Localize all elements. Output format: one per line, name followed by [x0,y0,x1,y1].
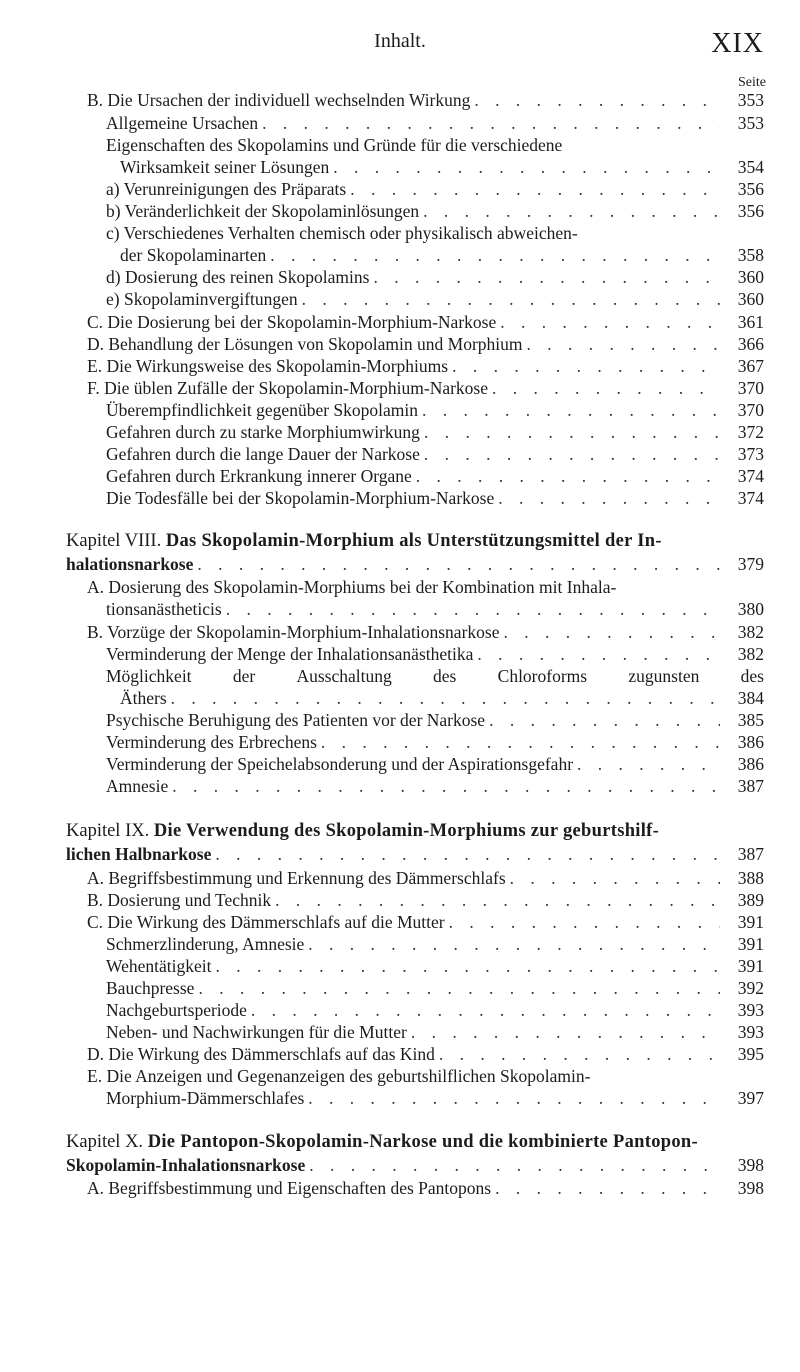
toc-entry-text: C. Die Dosierung bei der Skopolamin-Morphium-Narkose [87,312,497,332]
toc-entry-text: tionsanästheticis [106,599,222,619]
toc-entry [87,89,764,111]
toc-entry-page: 366 [737,334,764,354]
leader-dots [500,311,720,333]
toc-entry-text: D. Behandlung der Lösungen von Skopolamin und Morphium [87,334,523,354]
leader-dots [321,731,720,753]
toc-entry-text: a) Verunreinigungen des Präparats [106,179,347,199]
toc-entry-page: 358 [737,245,764,265]
toc-entry-page: 395 [737,1044,764,1064]
leader-dots [275,889,720,911]
leader-dots [270,244,720,266]
leader-dots [422,399,720,421]
toc-entry-page: 374 [737,466,764,486]
toc-entry-text: Nachgeburtsperiode [106,1000,247,1020]
leader-dots [423,200,720,222]
toc-entry-text: c) Verschiedenes Verhalten chemisch oder physikalisch abweichen- [106,223,578,243]
leader-dots [262,112,720,134]
toc-entry [106,266,764,288]
toc-entry-page: 382 [737,644,764,664]
toc-entry-page: 398 [737,1178,764,1198]
running-title: Inhalt. [374,30,426,52]
toc-entry-text: Amnesie [106,776,169,796]
toc-entry [106,465,764,487]
toc-entry-page: 391 [737,912,764,932]
word: Chloroforms [497,666,588,686]
leader-dots [474,89,720,111]
toc-entry-page: 392 [737,978,764,998]
toc-entry [106,955,764,977]
toc-entry [106,443,764,465]
toc-entry [66,843,764,865]
leader-dots [577,753,720,775]
leader-dots [452,355,720,377]
toc-entry-text: Verminderung des Erbrechens [106,732,317,752]
toc-entry-page: 367 [737,356,764,376]
toc-entry-page: 391 [737,934,764,954]
word: Möglichkeit [106,666,192,686]
toc-entry [87,333,764,355]
toc-entry-page: 370 [737,400,764,420]
leader-dots [495,1177,720,1199]
chapter-heading [66,820,764,843]
chapter-title: Die Verwendung des Skopolamin-Morphiums zur geburtshilf- [153,821,660,841]
toc-entry-text: Gefahren durch die lange Dauer der Narkose [106,444,420,464]
toc-entry-text: Verminderung der Speichelabsonderung und der Aspirationsgefahr [106,754,574,774]
toc-entry [120,687,764,709]
toc-entry-text: E. Die Wirkungsweise des Skopolamin-Morphiums [87,356,449,376]
word: des [433,666,457,686]
leader-dots [492,377,720,399]
toc-entry-text: B. Dosierung und Technik [87,890,272,910]
toc-entry [106,421,764,443]
toc-entry [87,867,764,889]
toc-entry-page: 388 [737,868,764,888]
toc-entry-page: 353 [737,90,764,110]
toc-entry [87,621,764,643]
toc-entry [120,156,764,178]
chapter-label: Kapitel VIII. [66,531,162,551]
leader-dots [510,867,720,889]
toc-entry-page: 361 [737,312,764,332]
toc-entry [66,553,764,575]
toc-entry-page: 372 [737,422,764,442]
toc-entry [106,1087,764,1109]
toc-entry-text: Verminderung der Menge der Inhalationsanästhetika [106,644,474,664]
toc-entry [106,487,764,509]
toc-entry [106,1021,764,1043]
leader-dots [489,709,720,731]
leader-dots [416,465,720,487]
toc-entry [87,1177,764,1199]
toc-entry-text [106,665,764,687]
page-number: XIX [711,28,764,59]
toc-entry-page: 373 [737,444,764,464]
toc-entry [106,112,764,134]
toc-entry-text: e) Skopolaminvergiftungen [106,289,298,309]
toc-entry [87,311,764,333]
toc-entry-text: Gefahren durch zu starke Morphiumwirkung [106,422,420,442]
leader-dots [215,843,720,865]
chapter-title: lichen Halbnarkose [66,844,212,864]
toc-entry [87,377,764,399]
chapter-label: Kapitel IX. [66,821,150,841]
toc-entry [106,933,764,955]
toc-entry-text: E. Die Anzeigen und Gegenanzeigen des geburtshilflichen Skopolamin- [87,1066,591,1086]
toc-entry-text: F. Die üblen Zufälle der Skopolamin-Morphium-Narkose [87,378,489,398]
toc-entry [106,200,764,222]
toc-entry-page: 360 [737,267,764,287]
toc-entry-page: 387 [737,844,764,864]
toc-entry-text: der Skopolaminarten [120,245,267,265]
toc-entry-page: 386 [737,754,764,774]
toc-entry [106,709,764,731]
toc-entry-page: 374 [737,488,764,508]
toc-entry-text: D. Die Wirkung des Dämmerschlafs auf das Kind [87,1044,435,1064]
chapter-title: halationsnarkose [66,554,194,574]
leader-dots [333,156,720,178]
toc-entry-page: 385 [737,710,764,730]
toc-entry-page: 382 [737,622,764,642]
chapter-title: Skopolamin-Inhalationsnarkose [66,1155,306,1175]
chapter-heading [66,530,764,553]
leader-dots [226,598,720,620]
toc-entry-text: Morphium-Dämmerschlafes [106,1088,305,1108]
toc-entry [106,999,764,1021]
leader-dots [373,266,720,288]
toc-entry-page: 360 [737,289,764,309]
toc-entry-page: 353 [737,113,764,133]
toc-entry-page: 386 [737,732,764,752]
toc-entry-page: 389 [737,890,764,910]
toc-entry-text: b) Veränderlichkeit der Skopolaminlösungen [106,201,420,221]
toc-entry-page: 370 [737,378,764,398]
toc-entry-page: 397 [737,1088,764,1108]
toc-entry-text: Schmerzlinderung, Amnesie [106,934,305,954]
toc-entry-text: Gefahren durch Erkrankung innerer Organe [106,466,412,486]
leader-dots [350,178,720,200]
word: der [232,666,256,686]
page-header [0,28,800,58]
leader-dots [197,553,720,575]
toc-entry-text: Wehentätigkeit [106,956,212,976]
leader-dots [424,443,720,465]
toc-entry [120,244,764,266]
toc-entry [66,1154,764,1176]
toc-entry [106,977,764,999]
leader-dots [424,421,720,443]
leader-dots [503,621,720,643]
toc-entry [106,753,764,775]
toc-entry-text: Allgemeine Ursachen [106,113,259,133]
toc-entry-page: 354 [737,157,764,177]
toc-entry-text: Psychische Beruhigung des Patienten vor der Narkose [106,710,486,730]
leader-dots [527,333,720,355]
chapter-title: Die Pantopon-Skopolamin-Narkose und die kombinierte Pantopon- [147,1132,698,1152]
word: zugunsten [628,666,700,686]
toc-entry [87,889,764,911]
toc-entry-text: d) Dosierung des reinen Skopolamins [106,267,370,287]
toc-entry [106,178,764,200]
toc-entry-page: 393 [737,1022,764,1042]
toc-entry-text: Äthers [120,688,167,708]
leader-dots [309,1154,720,1176]
leader-dots [251,999,720,1021]
toc-entry-page: 391 [737,956,764,976]
toc-entry-text: Neben- und Nachwirkungen für die Mutter [106,1022,407,1042]
toc-entry-page: 384 [737,688,764,708]
toc-entry-page: 356 [737,179,764,199]
toc-entry [87,1043,764,1065]
toc-entry-text: C. Die Wirkung des Dämmerschlafs auf die Mutter [87,912,445,932]
toc-entry-text: B. Die Ursachen der individuell wechselnden Wirkung [87,90,471,110]
leader-dots [216,955,721,977]
toc-entry [106,399,764,421]
word: Ausschaltung [296,666,392,686]
leader-dots [449,911,720,933]
toc-entry [87,911,764,933]
toc-entry [106,643,764,665]
toc-entry-page: 398 [737,1155,764,1175]
chapter-heading [66,1131,764,1154]
toc-entry-page: 379 [737,554,764,574]
toc-entry [106,598,764,620]
toc-entry-text: A. Begriffsbestimmung und Eigenschaften des Pantopons [87,1178,492,1198]
leader-dots [198,977,720,999]
leader-dots [171,687,720,709]
toc-entry-text: A. Begriffsbestimmung und Erkennung des Dämmerschlafs [87,868,506,888]
toc-entry-text: Überempfindlichkeit gegenüber Skopolamin [106,400,419,420]
leader-dots [498,487,720,509]
chapter-title: Das Skopolamin-Morphium als Unterstützungsmittel der In- [165,531,662,551]
toc-entry [106,775,764,797]
leader-dots [172,775,720,797]
toc-entry-text: A. Dosierung des Skopolamin-Morphiums bei der Kombination mit Inhala- [87,577,617,597]
leader-dots [477,643,720,665]
toc-entry-page: 356 [737,201,764,221]
leader-dots [439,1043,720,1065]
chapter-label: Kapitel X. [66,1132,144,1152]
leader-dots [308,933,720,955]
leader-dots [302,288,720,310]
toc-entry-text: Eigenschaften des Skopolamins und Gründe für die verschiedene [106,135,563,155]
toc-entry-page: 387 [737,776,764,796]
toc-entry [87,355,764,377]
toc-entry-page: 393 [737,1000,764,1020]
leader-dots [411,1021,720,1043]
toc-entry-text: B. Vorzüge der Skopolamin-Morphium-Inhalationsnarkose [87,622,500,642]
toc-entry-text: Wirksamkeit seiner Lösungen [120,157,330,177]
leader-dots [308,1087,720,1109]
toc-entry [106,731,764,753]
seite-label: Seite [738,75,766,90]
word: des [740,666,764,686]
toc-entry [106,288,764,310]
toc-entry-page: 380 [737,599,764,619]
toc-entry-text: Die Todesfälle bei der Skopolamin-Morphium-Narkose [106,488,495,508]
toc-entry-text: Bauchpresse [106,978,195,998]
